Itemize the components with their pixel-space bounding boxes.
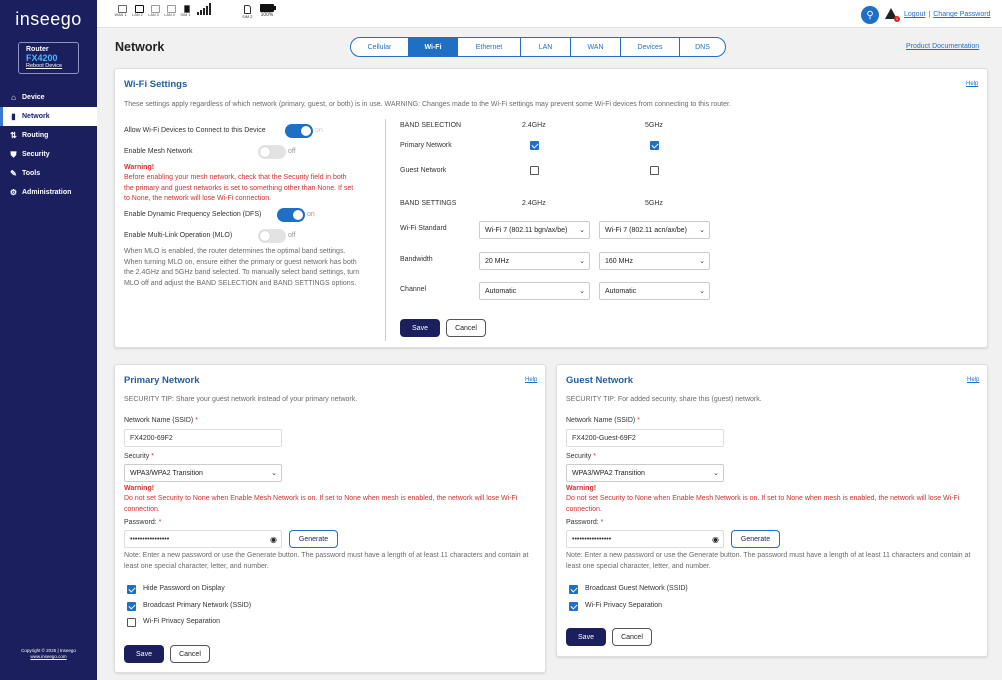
- port-label: LAN 4: [164, 13, 175, 17]
- primary-5ghz-checkbox[interactable]: [650, 141, 659, 150]
- dfs-label: Enable Dynamic Frequency Selection (DFS): [124, 211, 262, 218]
- alert-icon[interactable]: 1: [885, 8, 897, 20]
- primary-password-note: Note: Enter a new password or use the Generate button. The password must have a length of at least 11 characters and contain at least one special character, letter, and number.: [124, 552, 529, 570]
- ethernet-port-icon: [167, 5, 176, 13]
- top-links: Logout | Change Password: [904, 11, 991, 18]
- status-bar: [97, 0, 1002, 28]
- guest-security-select[interactable]: [566, 464, 724, 482]
- port-label: WAN 1: [114, 13, 127, 17]
- device-type: Router: [26, 46, 49, 53]
- primary-24ghz-checkbox[interactable]: [530, 141, 539, 150]
- guest-password-note: Note: Enter a new password or use the Generate button. The password must have a length of at least 11 characters and contain at least one special character, letter, and number.: [566, 552, 971, 570]
- tab-lan[interactable]: LAN: [521, 38, 571, 56]
- primary-security-label: Security *: [124, 453, 154, 460]
- channel-5ghz-select[interactable]: [599, 282, 710, 300]
- wifi-cancel-button[interactable]: Cancel: [446, 319, 486, 337]
- shield-icon: ⛊: [10, 149, 17, 159]
- mesh-network-state: off: [288, 148, 296, 155]
- allow-connect-state: on: [315, 127, 323, 134]
- select-value: 160 MHz: [605, 257, 634, 265]
- guest-24ghz-checkbox[interactable]: [530, 166, 539, 175]
- mesh-warning-title: Warning!: [124, 164, 155, 171]
- reboot-device-link[interactable]: Reboot Device: [26, 63, 63, 69]
- select-value: Wi-Fi 7 (802.11 acn/ax/be): [605, 226, 687, 234]
- primary-security-tip: SECURITY TIP: Share your guest network instead of your primary network.: [124, 396, 358, 403]
- band-settings-header: BAND SETTINGS: [400, 200, 457, 207]
- battery-icon: [260, 4, 274, 12]
- search-icon[interactable]: ⚲: [861, 6, 879, 24]
- product-documentation-link[interactable]: Product Documentation: [906, 43, 980, 50]
- primary-privacy-checkbox[interactable]: [127, 618, 136, 627]
- band-settings-5ghz-header: 5GHz: [645, 200, 663, 207]
- primary-ssid-label: Network Name (SSID) *: [124, 417, 198, 424]
- guest-password-label: Password: *: [566, 519, 604, 526]
- eye-icon[interactable]: ◉: [712, 535, 719, 544]
- eye-icon[interactable]: ◉: [270, 535, 277, 544]
- sim2-label: SIM 2: [242, 14, 253, 19]
- broadcast-primary-label: Broadcast Primary Network (SSID): [143, 602, 252, 609]
- select-value: Automatic: [485, 287, 517, 295]
- sidebar-nav: [0, 88, 97, 202]
- guest-help-link[interactable]: Help: [967, 377, 980, 383]
- ethernet-port-icon: [135, 5, 144, 13]
- tab-devices[interactable]: Devices: [621, 38, 680, 56]
- broadcast-primary-checkbox[interactable]: [127, 602, 136, 611]
- channel-24ghz-select[interactable]: [479, 282, 590, 300]
- mesh-network-label: Enable Mesh Network: [124, 148, 193, 155]
- change-password-link[interactable]: Change Password: [933, 11, 991, 18]
- tab-dns[interactable]: DNS: [695, 43, 710, 51]
- hide-password-label: Hide Password on Display: [143, 585, 225, 592]
- primary-ssid-input[interactable]: FX4200-69F2: [124, 429, 282, 447]
- primary-network-card: [114, 364, 546, 673]
- select-value: WPA3/WPA2 Transition: [572, 469, 645, 477]
- primary-password-label: Password: *: [124, 519, 162, 526]
- guest-warning-title: Warning!: [566, 485, 597, 492]
- ethernet-port-icon: [118, 5, 127, 13]
- guest-network-label: Guest Network: [400, 167, 447, 174]
- sidebar-item-device[interactable]: [0, 88, 97, 107]
- logout-link[interactable]: Logout: [904, 11, 926, 18]
- password-value: ••••••••••••••••: [130, 535, 170, 543]
- allow-connect-toggle[interactable]: [285, 124, 313, 138]
- port-label: LAN 2: [132, 13, 143, 17]
- guest-save-button[interactable]: Save: [566, 628, 606, 646]
- mesh-network-toggle[interactable]: [258, 145, 286, 159]
- sidebar-item-label: Tools: [22, 170, 41, 177]
- port-lan2: [134, 5, 144, 17]
- wifi-description: These settings apply regardless of which network (primary, guest, or both) is in use. WARNING: Changes made to the Wi-Fi settings may prevent some Wi-Fi devices from connecting to this router.: [124, 101, 731, 108]
- wifi-settings-title: Wi-Fi Settings: [124, 79, 188, 90]
- sidebar-item-network[interactable]: [0, 107, 97, 126]
- sidebar-item-label: Network: [22, 113, 50, 120]
- sim-card-icon: [184, 5, 190, 13]
- tab-ethernet[interactable]: Ethernet: [458, 38, 521, 56]
- sidebar-item-security[interactable]: [0, 145, 97, 164]
- allow-connect-label: Allow Wi-Fi Devices to Connect to this Device: [124, 127, 266, 134]
- ethernet-port-icon: [151, 5, 160, 13]
- signal-strength-icon: [197, 3, 211, 15]
- primary-save-button[interactable]: Save: [124, 645, 164, 663]
- chevron-down-icon: ⌄: [579, 288, 585, 295]
- mlo-state: off: [288, 232, 296, 239]
- bandwidth-label: Bandwidth: [400, 256, 433, 263]
- chevron-down-icon: ⌄: [699, 227, 705, 234]
- tab-wan[interactable]: WAN: [571, 38, 621, 56]
- inseego-logo: inseego: [15, 8, 82, 29]
- sidebar-item-label: Administration: [22, 189, 72, 196]
- port-lan4: [166, 5, 176, 17]
- guest-security-tip: SECURITY TIP: For added security, share this (guest) network.: [566, 396, 762, 403]
- copyright: [0, 648, 97, 660]
- primary-network-title: Primary Network: [124, 375, 200, 386]
- chevron-down-icon: ⌄: [579, 258, 585, 265]
- bandwidth-5ghz-select[interactable]: [599, 252, 710, 270]
- wrench-icon: ✎: [10, 169, 17, 178]
- guest-network-title: Guest Network: [566, 375, 634, 386]
- select-value: Automatic: [605, 287, 637, 295]
- guest-5ghz-checkbox[interactable]: [650, 166, 659, 175]
- select-value: WPA3/WPA2 Transition: [130, 469, 203, 477]
- gear-icon: ⚙: [9, 188, 18, 197]
- wifi-save-button[interactable]: Save: [400, 319, 440, 337]
- routing-icon: ⇅: [10, 131, 17, 140]
- bandwidth-24ghz-select[interactable]: [479, 252, 590, 270]
- guest-privacy-label: Wi-Fi Privacy Separation: [585, 602, 663, 609]
- guest-network-card: [556, 364, 988, 657]
- port-label: SIM 1: [180, 13, 191, 17]
- primary-network-label: Primary Network: [400, 142, 452, 149]
- guest-privacy-checkbox[interactable]: [569, 602, 578, 611]
- inseego-website-link[interactable]: www.inseego.com: [30, 654, 67, 659]
- hide-password-checkbox[interactable]: [127, 585, 136, 594]
- tab-cellular[interactable]: Cellular: [351, 38, 409, 56]
- band-settings-24ghz-header: 2.4GHz: [522, 200, 546, 207]
- home-icon: ⌂: [11, 93, 16, 102]
- mlo-note: When MLO is enabled, the router determines the optimal band settings. When turning MLO on, ensure either the primary or guest network has both the 2.4GHz and 5GHz band selected. To manually select band settings, turn MLO off and adjust the BAND SELECTION and BAND SETTINGS options.: [124, 248, 360, 287]
- primary-cancel-button[interactable]: Cancel: [170, 645, 210, 663]
- primary-warning-text: Do not set Security to None when Enable Mesh Network is on. If set to None when mesh is enabled, the network will lose Wi-Fi connection.: [124, 495, 518, 513]
- sidebar-item-label: Security: [22, 151, 50, 158]
- network-icon: ▮: [11, 112, 16, 121]
- wifi-standard-5ghz-select[interactable]: [599, 221, 710, 239]
- mlo-label: Enable Multi-Link Operation (MLO): [124, 232, 233, 239]
- sim2: [242, 5, 252, 19]
- primary-privacy-label: Wi-Fi Privacy Separation: [143, 618, 221, 625]
- port-wan1: [114, 5, 127, 17]
- sim1: [182, 5, 192, 17]
- password-value: ••••••••••••••••: [572, 535, 612, 543]
- primary-warning-title: Warning!: [124, 485, 155, 492]
- broadcast-guest-checkbox[interactable]: [569, 585, 578, 594]
- wifi-standard-24ghz-select[interactable]: [479, 221, 590, 239]
- sidebar-item-label: Routing: [22, 132, 49, 139]
- sim-card-icon: [244, 5, 251, 14]
- chevron-down-icon: ⌄: [271, 470, 277, 477]
- chevron-down-icon: ⌄: [579, 227, 585, 234]
- mesh-warning-text: Before enabling your mesh network, check that the Security field in both the primary and guest networks is set to something other than None. If set to None, the network will lose Wi-Fi connection.: [124, 174, 354, 202]
- divider: [385, 119, 386, 341]
- battery: [260, 4, 274, 18]
- chevron-down-icon: ⌄: [713, 470, 719, 477]
- guest-ssid-label: Network Name (SSID) *: [566, 417, 640, 424]
- device-card: [18, 42, 79, 74]
- port-lan3: [150, 5, 160, 17]
- mlo-toggle[interactable]: [258, 229, 286, 243]
- band-5ghz-header: 5GHz: [645, 122, 663, 129]
- wifi-help-link[interactable]: Help: [966, 81, 979, 87]
- wifi-settings-card: [114, 68, 988, 348]
- battery-level: 100%: [260, 12, 274, 18]
- primary-password-input[interactable]: [124, 530, 282, 548]
- guest-security-label: Security *: [566, 453, 596, 460]
- primary-generate-button[interactable]: Generate: [289, 530, 338, 548]
- sidebar-item-label: Device: [22, 94, 45, 101]
- chevron-down-icon: ⌄: [699, 288, 705, 295]
- broadcast-guest-label: Broadcast Guest Network (SSID): [585, 585, 688, 592]
- primary-help-link[interactable]: Help: [525, 377, 538, 383]
- dfs-state: on: [307, 211, 315, 218]
- sidebar-item-tools[interactable]: [0, 164, 97, 183]
- band-24ghz-header: 2.4GHz: [522, 122, 546, 129]
- guest-ssid-input[interactable]: FX4200-Guest-69F2: [566, 429, 724, 447]
- page-title: Network: [115, 40, 165, 54]
- sidebar-item-routing[interactable]: [0, 126, 97, 145]
- guest-cancel-button[interactable]: Cancel: [612, 628, 652, 646]
- dfs-toggle[interactable]: [277, 208, 305, 222]
- chevron-down-icon: ⌄: [699, 258, 705, 265]
- network-tabs: [350, 37, 726, 57]
- tab-wifi[interactable]: Wi-Fi: [409, 38, 458, 56]
- channel-label: Channel: [400, 286, 427, 293]
- device-model: FX4200: [26, 53, 58, 63]
- primary-security-select[interactable]: [124, 464, 282, 482]
- guest-warning-text: Do not set Security to None when Enable Mesh Network is on. If set to None when mesh is enabled, the network will lose Wi-Fi connection.: [566, 495, 960, 513]
- select-value: 20 MHz: [485, 257, 510, 265]
- select-value: Wi-Fi 7 (802.11 bgn/ax/be): [485, 226, 568, 234]
- port-label: LAN 3: [148, 13, 159, 17]
- guest-password-input[interactable]: [566, 530, 724, 548]
- band-selection-header: BAND SELECTION: [400, 122, 462, 129]
- wifi-standard-label: Wi-Fi Standard: [400, 225, 447, 232]
- sidebar: [0, 0, 97, 680]
- copyright-text: Copyright © 2025 | Inseego: [21, 648, 76, 653]
- sidebar-item-administration[interactable]: [0, 183, 97, 202]
- guest-generate-button[interactable]: Generate: [731, 530, 780, 548]
